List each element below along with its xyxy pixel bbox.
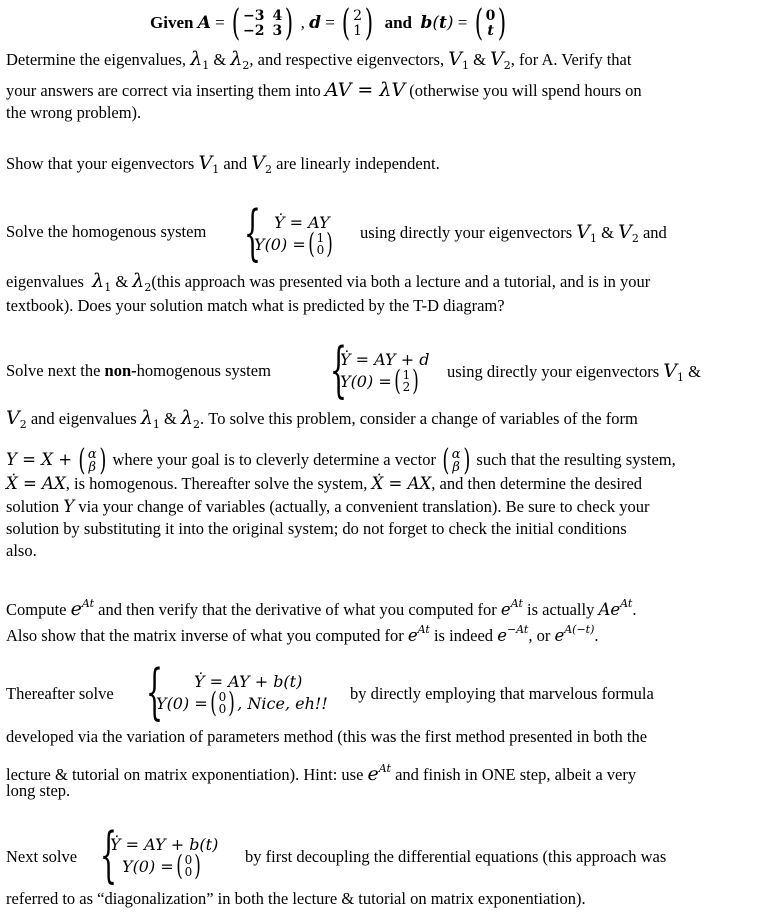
text: and eigenvalues xyxy=(30,409,137,428)
p7-system: { Ẏ = AY + b(t) Y(0) = ( 0 0 ) xyxy=(99,820,219,890)
vector-cell: α xyxy=(87,447,97,462)
p6-lead: Thereafter solve xyxy=(6,684,114,703)
matrix-cell: −2 xyxy=(243,23,265,39)
text: , or xyxy=(528,626,551,645)
vector-b: ( 0 t ) xyxy=(474,3,507,44)
p3-system: { Ẏ = AY Y(0) = ( 1 0 ) xyxy=(240,203,335,263)
equation: Y(0) = xyxy=(122,856,174,876)
p3-line2: eigenvalues $\lambda_1$ & $\lambda_2(this$ approach was presented via both a lecture and a tutorial, and is in your xyxy=(6,270,651,294)
text: via your change of variables (actually, a convenient translation). Be sure to check your xyxy=(78,497,650,516)
text: your answers are correct via inserting them into xyxy=(6,81,321,100)
text: , is homogenous. Thereafter solve the system, xyxy=(65,474,368,493)
vector-cell: 2 xyxy=(353,8,363,24)
p6-system: { Ẏ = AY + b(t) Y(0) = ( 0 0 ) , Nice, eh!! xyxy=(145,657,328,727)
equation: Y(0) = xyxy=(254,234,306,254)
vector-cell: 0 xyxy=(184,853,193,867)
text: Show that your eigenvectors xyxy=(6,154,195,173)
text: , for A. Verify that xyxy=(510,50,632,69)
equation: Ẏ = AY xyxy=(274,212,330,232)
equation: Ẏ = AY + b(t) xyxy=(194,671,303,691)
p6-line4: long step. xyxy=(6,781,71,800)
p4-line1-tail: using directly your eigenvectors $V_1$ & xyxy=(447,360,701,384)
vector-cell: 1 xyxy=(353,23,363,39)
vector-cell: 1 xyxy=(402,368,411,382)
given-label: Given xyxy=(150,12,194,32)
vector-cell: 1 xyxy=(316,231,325,245)
vector-b-symbol: b xyxy=(420,12,433,33)
p4-line4 xyxy=(6,474,642,494)
text: and xyxy=(223,154,248,173)
p4-lead xyxy=(6,361,271,381)
matrix-A-symbol: A xyxy=(197,12,211,33)
vector-cell: β xyxy=(88,460,97,475)
equation: Ẋ = AX xyxy=(371,474,432,493)
equation: Y(0) = xyxy=(340,371,392,391)
p4-system: { Ẏ = AY + d Y(0) = ( 1 2 ) xyxy=(329,335,430,405)
p4-line5: solution Y via your change of variables (actually, a convenient translation). Be sure to check your xyxy=(6,497,650,516)
text: eigenvalues xyxy=(6,272,84,291)
p4-line2: $V_2$ and eigenvalues $\lambda_1$ & $\lambda_2$. To solve this problem, consider a change of variables of the form xyxy=(6,407,638,431)
vector-cell: 2 xyxy=(402,380,411,394)
text: Compute xyxy=(6,600,67,619)
text: , and then determine the desired xyxy=(431,474,643,493)
p4-line6: solution by substituting it into the original system; do not forget to check the initial conditions xyxy=(6,519,627,538)
p1-line2 xyxy=(6,80,642,101)
vector-cell: 0 xyxy=(184,865,193,879)
given-statement: Given A = ( −3 4 −2 3 ) , d = ( 2 1 ) and b(t) = ( 0 t ) xyxy=(150,6,509,42)
matrix-cell: 3 xyxy=(272,23,283,39)
p6-line3: lecture & tutorial on matrix exponentiation). Hint: use $e^{At}$ and finish in ONE step, albeit a very xyxy=(6,762,637,785)
text: lecture & tutorial on matrix exponentiation). Hint: use xyxy=(6,765,364,784)
p7-line2: referred to as “diagonalization” in both the lecture & tutorial on matrix exponentiation). xyxy=(6,889,586,908)
equation: Ẏ = AY + d xyxy=(340,349,430,369)
equation: AV = λV xyxy=(324,79,406,101)
vector-cell: β xyxy=(452,460,460,475)
vector-cell: α xyxy=(451,447,461,462)
text: is indeed xyxy=(433,626,494,645)
text: and finish in ONE step, albeit a very xyxy=(395,765,637,784)
matrix-cell: 4 xyxy=(272,8,283,24)
vector-cell: t xyxy=(487,23,494,39)
text: using directly your eigenvectors xyxy=(447,362,660,381)
text: , and respective eigenvectors, xyxy=(249,50,445,69)
and-label: and xyxy=(384,12,412,32)
text: is actually xyxy=(526,600,595,619)
p5-line1: Compute $e^{At}$ and then verify that the derivative of what you computed for $e^{At}$ is actually $Ae^{At}$. xyxy=(6,597,637,620)
text: . To solve this problem, consider a change of variables of the form xyxy=(200,409,638,428)
equation: Ẏ = AY + b(t) xyxy=(110,834,219,854)
text: using directly your eigenvectors xyxy=(360,223,573,242)
vector-cell: 0 xyxy=(218,690,227,704)
vector-cell: 0 xyxy=(218,702,227,716)
matrix-cell: −3 xyxy=(243,8,265,24)
p7-lead: Next solve xyxy=(6,847,78,866)
equation: Ẋ = AX xyxy=(6,474,66,493)
t-symbol: t xyxy=(439,12,447,33)
vector-d: ( 2 1 ) xyxy=(341,3,374,44)
text: non- xyxy=(104,361,137,380)
text: where your goal is to cleverly determine a vector xyxy=(112,449,436,469)
text: and then verify that the derivative of what you computed for xyxy=(98,600,497,619)
text: solution xyxy=(6,497,60,516)
p5-line2: Also show that the matrix inverse of what you computed for $e^{At}$ is indeed $e^{-At}$, or $e^{A(-t)}$. xyxy=(6,623,599,645)
text: and xyxy=(642,223,667,242)
p6-line2: developed via the variation of parameters method (this was the first method presented in both the xyxy=(6,727,648,746)
equation: Y = X + xyxy=(6,449,73,469)
text: homogenous system xyxy=(136,361,271,380)
text: Determine the eigenvalues, xyxy=(6,50,187,69)
text: (this approach was presented via both a lecture and a tutorial, and is in your xyxy=(151,272,651,291)
equation: Y(0) = xyxy=(156,693,208,713)
text: such that the resulting system, xyxy=(476,449,676,469)
vector-d-symbol: d xyxy=(309,12,321,33)
text: are linearly independent. xyxy=(276,154,440,173)
p4-line3: Y = X + ( α β ) where your goal is to cleverly determine a vector ( α β ) such that the resulting system, xyxy=(6,443,676,478)
vector-cell: 0 xyxy=(485,8,496,24)
matrix-A: ( −3 4 −2 3 ) xyxy=(231,3,294,44)
text: Also show that the matrix inverse of what you computed for xyxy=(6,626,404,645)
p3-line1-tail: using directly your eigenvectors $V_1$ & $V_2$ and xyxy=(360,221,667,245)
text: (otherwise you will spend hours on xyxy=(409,81,642,100)
vector-cell: 0 xyxy=(316,243,325,257)
p4-line7: also. xyxy=(6,541,37,560)
p6-line1-tail: by directly employing that marvelous formula xyxy=(350,684,654,703)
p7-line1-tail: by first decoupling the differential equations (this approach was xyxy=(245,847,667,866)
p3-line3: textbook). Does your solution match what is predicted by the T-D diagram? xyxy=(6,296,505,315)
p3-lead: Solve the homogenous system xyxy=(6,222,207,241)
text: Solve next the xyxy=(6,361,101,380)
p1-line1: Determine the eigenvalues, $\lambda_1$ & $\lambda_2$, and respective eigenvectors, $V_1$ & $V_2$, for A. Verify that xyxy=(6,48,632,72)
p1-line3: the wrong problem). xyxy=(6,103,142,122)
remark: , Nice, eh!! xyxy=(237,693,328,713)
p2-line: Show that your eigenvectors $V_1$ and $V_2$ are linearly independent. xyxy=(6,152,440,176)
